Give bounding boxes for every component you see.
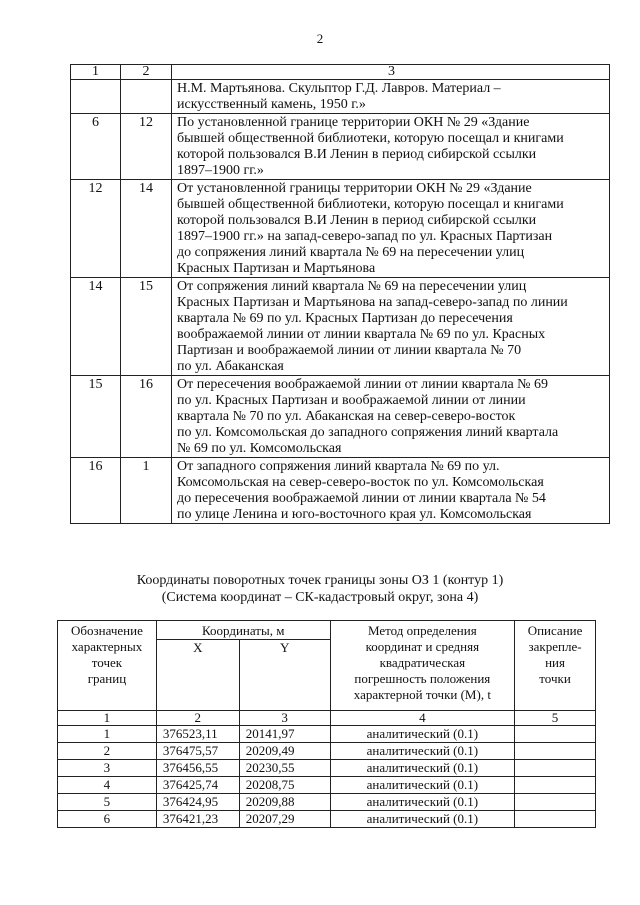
coordinates-header: Координаты, м: [156, 621, 330, 640]
coordinates-caption: [0, 572, 640, 606]
table-row: [58, 760, 596, 777]
segment-description: От установленной границы территории ОКН № 29 «Здание бывшей общественной библиотеки, которую посещал и книгами которой пользовался В.И Ленин в период сибирской ссылки 1897–1900 гг.» на запад-северо-запад по ул. Красных Партизан до сопряжения линий квартала № 69 на пересечении улиц Красных Партизан и Мартьянова: [172, 180, 610, 278]
point-id: 6: [58, 811, 157, 828]
x-header: X: [156, 640, 239, 711]
x-coordinate: 376523,11: [156, 726, 239, 743]
header-cell: 1: [71, 65, 121, 80]
table-row: [71, 376, 610, 458]
method: аналитический (0.1): [330, 811, 515, 828]
column-number: 4: [330, 711, 515, 726]
y-coordinate: 20230,55: [239, 760, 330, 777]
description-header: Описание закрепле- ния точки: [515, 621, 596, 711]
to-point: 12: [121, 114, 172, 180]
header-cell: 3: [172, 65, 610, 80]
segment-description: От пересечения воображаемой линии от линии квартала № 69 по ул. Красных Партизан и воображаемой линии от линии квартала № 70 по ул. Абаканская на север-северо-восток по ул. Комсомольская до западного сопряжения линий квартала № 69 по ул. Комсомольская: [172, 376, 610, 458]
to-point: 1: [121, 458, 172, 524]
method: аналитический (0.1): [330, 777, 515, 794]
caption-title: Координаты поворотных точек границы зоны ОЗ 1 (контур 1): [136, 573, 504, 588]
point-id: 3: [58, 760, 157, 777]
table-header-row: [71, 65, 610, 80]
page-number: 2: [316, 31, 324, 46]
method: аналитический (0.1): [330, 726, 515, 743]
method: аналитический (0.1): [330, 760, 515, 777]
y-coordinate: 20141,97: [239, 726, 330, 743]
to-point: 15: [121, 278, 172, 376]
point-description: [515, 777, 596, 794]
from-point: 6: [71, 114, 121, 180]
from-point: 16: [71, 458, 121, 524]
method: аналитический (0.1): [330, 743, 515, 760]
to-point: 14: [121, 180, 172, 278]
segment-description: По установленной границе территории ОКН № 29 «Здание бывшей общественной библиотеки, которую посещал и книгами которой пользовался В.И Ленин в период сибирской ссылки 1897–1900 гг.»: [172, 114, 610, 180]
point-id: 4: [58, 777, 157, 794]
table-row: [71, 180, 610, 278]
table-row: [58, 811, 596, 828]
point-description: [515, 726, 596, 743]
x-coordinate: 376421,23: [156, 811, 239, 828]
x-coordinate: 376424,95: [156, 794, 239, 811]
caption-subtitle: (Система координат – СК-кадастровый округ, зона 4): [161, 590, 479, 605]
from-point: 15: [71, 376, 121, 458]
to-point: 16: [121, 376, 172, 458]
point-id: 2: [58, 743, 157, 760]
table-row: [58, 743, 596, 760]
table-row: [71, 80, 610, 114]
segment-description: Н.М. Мартьянова. Скульптор Г.Д. Лавров. Материал – искусственный камень, 1950 г.»: [172, 80, 610, 114]
point-description: [515, 794, 596, 811]
column-number: 2: [156, 711, 239, 726]
point-description: [515, 743, 596, 760]
y-coordinate: 20207,29: [239, 811, 330, 828]
header-cell: 2: [121, 65, 172, 80]
x-coordinate: 376475,57: [156, 743, 239, 760]
table-row: [71, 114, 610, 180]
x-coordinate: 376456,55: [156, 760, 239, 777]
coordinates-table: [57, 620, 596, 828]
method-header: Метод определения координат и средняя квадратическая погрешность положения характерной точки (М), t: [330, 621, 515, 711]
table-row: [71, 458, 610, 524]
point-description: [515, 760, 596, 777]
table-row: [58, 794, 596, 811]
segment-description: От сопряжения линий квартала № 69 на пересечении улиц Красных Партизан и Мартьянова на запад-северо-запад по линии квартала № 69 по ул. Красных Партизан до пересечения воображаемой линии от линии квартала № 69 по ул. Красных Партизан и воображаемой линии от линии квартала № 70 по ул. Абаканская: [172, 278, 610, 376]
column-number: 3: [239, 711, 330, 726]
table-row: [71, 278, 610, 376]
table-header-row: [58, 621, 596, 640]
from-point: 14: [71, 278, 121, 376]
boundary-description-table: [70, 64, 610, 524]
y-coordinate: 20208,75: [239, 777, 330, 794]
point-id: 5: [58, 794, 157, 811]
point-id: 1: [58, 726, 157, 743]
table-row: [58, 726, 596, 743]
from-point: 12: [71, 180, 121, 278]
column-number: 5: [515, 711, 596, 726]
point-description: [515, 811, 596, 828]
column-number: 1: [58, 711, 157, 726]
to-point: [121, 80, 172, 114]
method: аналитический (0.1): [330, 794, 515, 811]
table-row: [58, 777, 596, 794]
x-coordinate: 376425,74: [156, 777, 239, 794]
y-coordinate: 20209,88: [239, 794, 330, 811]
point-designation-header: Обозначение характерных точек границ: [58, 621, 157, 711]
from-point: [71, 80, 121, 114]
y-header: Y: [239, 640, 330, 711]
y-coordinate: 20209,49: [239, 743, 330, 760]
column-numbers-row: [58, 711, 596, 726]
segment-description: От западного сопряжения линий квартала № 69 по ул. Комсомольская на север-северо-восток по ул. Комсомольская до пересечения воображаемой линии от линии квартала № 54 по улице Ленина и юго-восточного края ул. Комсомольская: [172, 458, 610, 524]
